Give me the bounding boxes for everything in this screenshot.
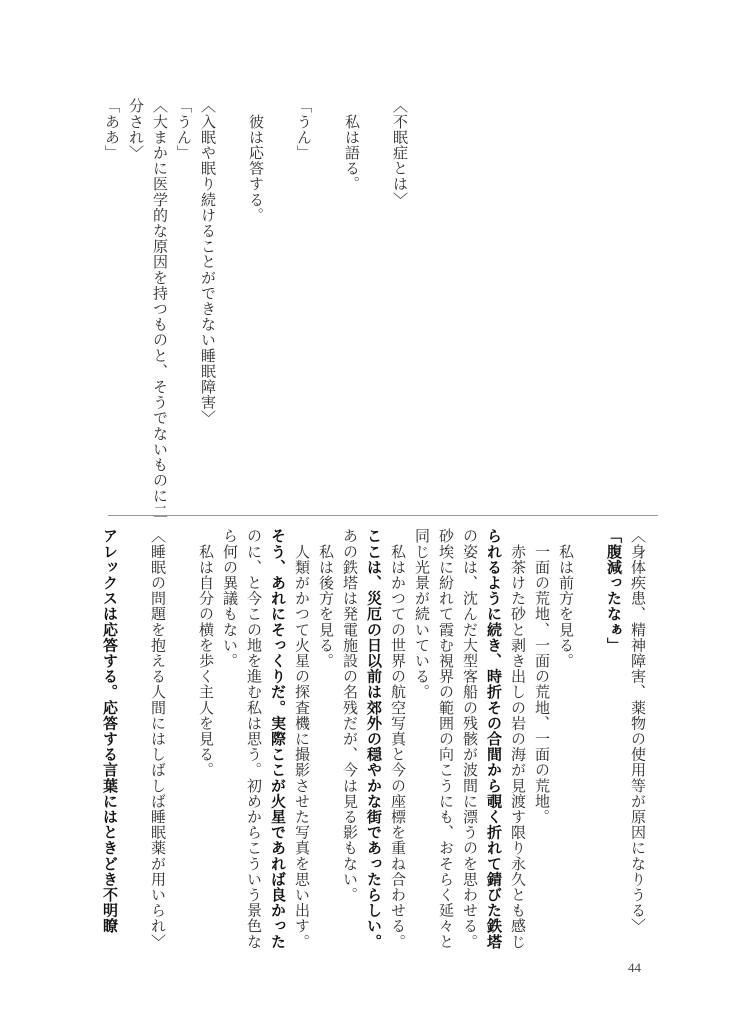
text-column: 赤茶けた砂と剥き出しの岩の海が見渡す限り永久とも感じ: [509, 528, 527, 950]
text-column: 〈睡眠の問題を抱える人間にはしばしば睡眠薬が用いられ〉: [149, 528, 167, 950]
text-column: 「うん」: [175, 98, 193, 161]
text-column: アレックスは応答する。応答する言葉にはときどき不明瞭: [101, 528, 119, 934]
text-column: 〈大まかに医学的な原因を持つものと、そうでないものに二: [151, 98, 169, 520]
text-column: られるように続き、時折その合間から覗く折れて錆びた鉄塔: [485, 528, 503, 950]
text-column: 〈身体疾患、精神障害、薬物の使用等が原因になりうる〉: [629, 528, 647, 934]
blank-column: [578, 528, 602, 938]
text-column: 私は自分の横を歩く主人を見る。: [197, 528, 215, 778]
page-number: 44: [628, 960, 641, 975]
text-column: ら何の異議もない。: [221, 528, 239, 669]
text-column: 私はかつての世界の航空写真と今の座標を重ね合わせる。: [389, 528, 407, 950]
text-column: 〈入眠や眠り続けることができない睡眠障害〉: [199, 98, 217, 426]
lower-tier-text: [98, 528, 650, 950]
text-column: 「ああ」: [103, 98, 121, 161]
text-column: 「うん」: [295, 98, 313, 161]
upper-tier-text: [100, 98, 412, 520]
text-column: のに、と今この地を進む私は思う。初めからこういう景色な: [245, 528, 263, 950]
text-column: 私は語る。: [343, 98, 361, 192]
text-column: 砂埃に紛れて霞む視界の範囲の向こうにも、おそらく延々と: [437, 528, 455, 950]
blank-column: [316, 98, 340, 508]
blank-column: [220, 98, 244, 508]
text-column: そう、あれにそっくりだ。実際ここが火星であれば良かった: [269, 528, 287, 950]
text-column: 一面の荒地、一面の荒地、一面の荒地。: [533, 528, 551, 825]
text-column: 分され〉: [127, 98, 145, 161]
text-column: 私は後方を見る。: [317, 528, 335, 669]
text-column: 同じ光景が続いている。: [413, 528, 431, 700]
blank-column: [170, 528, 194, 938]
tier-divider: [108, 515, 658, 516]
blank-column: [364, 98, 388, 508]
text-column: ここは、災厄の日以前は郊外の穏やかな街であったらしい。: [365, 528, 383, 950]
blank-column: [268, 98, 292, 508]
text-column: あの鉄塔は発電施設の名残だが、今は見る影もない。: [341, 528, 359, 903]
text-column: 「腹減ったなぁ」: [605, 528, 623, 653]
text-column: 私は前方を見る。: [557, 528, 575, 669]
blank-column: [122, 528, 146, 938]
text-column: 人類がかつて火星の探査機に撮影させた写真を思い出す。: [293, 528, 311, 950]
text-column: 彼は応答する。: [247, 98, 265, 223]
text-column: 〈不眠症とは〉: [391, 98, 409, 208]
text-column: の姿は、沈んだ大型客船の残骸が波間に漂うのを思わせる。: [461, 528, 479, 950]
